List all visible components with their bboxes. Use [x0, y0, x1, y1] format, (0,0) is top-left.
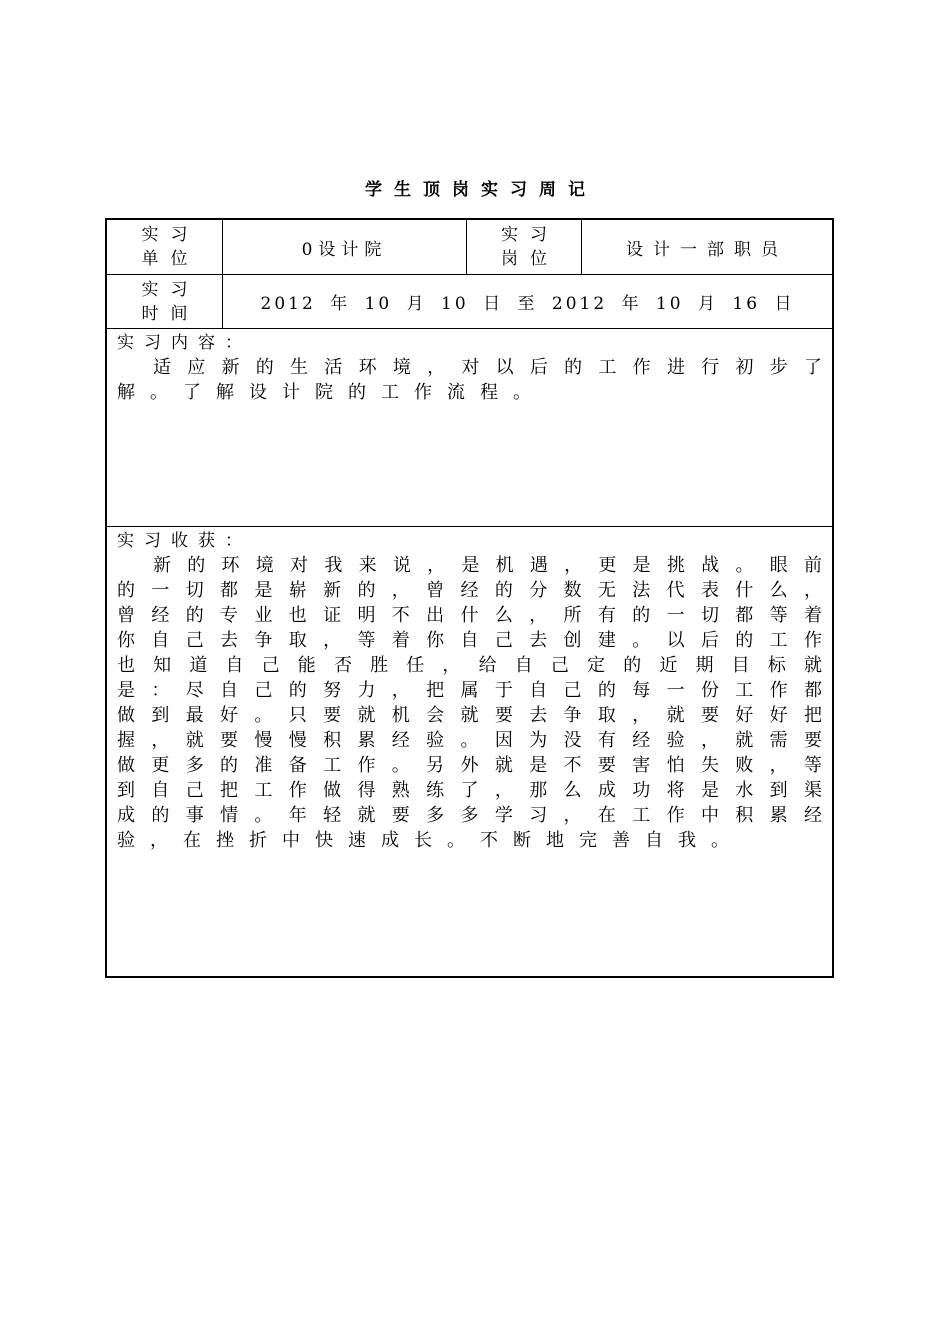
content-body: 适应新的生活环境，对以后的工作进行初步了解。了解设计院的工作流程。: [117, 357, 837, 403]
unit-value: 0设计院: [223, 220, 467, 274]
time-label-line2: 时间: [141, 303, 200, 324]
page-title: 学生顶岗实习周记: [365, 180, 597, 200]
post-label-line2: 岗位: [501, 249, 559, 269]
post-label-line1: 实习: [501, 225, 559, 245]
gain-body: 新的环境对我来说，是机遇，更是挑战。眼前的一切都是崭新的，曾经的分数无法代表什么，曾经的专业也证明不出什么，所有的一切都等着你自己去争取，等着你自己去创建。以后的工作也知道自己能否胜任，给自己定的近期目标就是：尽自己的努力，把属于自己的每一份工作都做到最好。只要就机会就要去争取，就要好好把握，就要慢慢积累经验。因为没有经验，就需要做更多的准备工作。另外就是不要害怕失败，等到自己把工作做得熟练了，那么成功将是水到渠成的事情。年轻就要多多学习，在工作中积累经验，在挫折中快速成长。不断地完善自我。: [117, 555, 837, 851]
unit-label-line1: 实习: [141, 225, 200, 245]
time-label: [107, 275, 223, 328]
unit-post-row: [107, 220, 832, 275]
gain-heading: 实习收获：: [117, 531, 252, 551]
unit-label-line2: 单位: [141, 249, 200, 269]
post-value: 设计一部职员: [626, 239, 788, 260]
unit-label: [107, 220, 223, 274]
content-section: [107, 329, 837, 527]
time-label-line1: 实习: [141, 279, 200, 300]
gain-section: [107, 527, 837, 976]
content-heading: 实习内容：: [117, 333, 252, 353]
weekly-journal-form: [105, 218, 837, 978]
time-value: 2012 年 10 月 10 日 至 2012 年 10 月 16 日: [260, 294, 795, 314]
time-row: [107, 275, 832, 329]
post-label: [467, 220, 582, 274]
